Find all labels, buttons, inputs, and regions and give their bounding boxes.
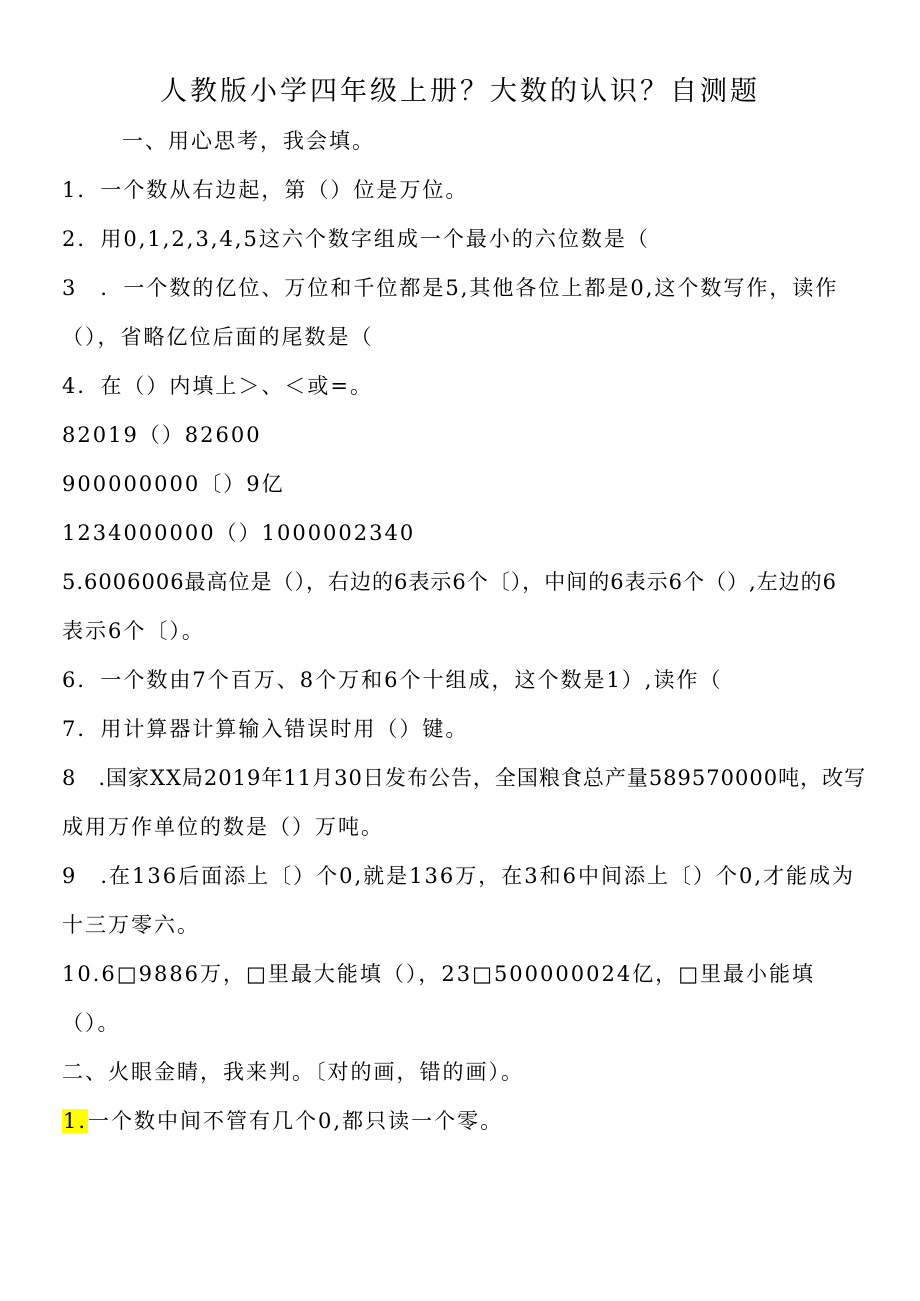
section-1-heading: 一、用心思考，我会填。 — [122, 129, 375, 153]
question-4-compare-1: 82019（）82600 — [62, 423, 262, 447]
question-10-line-1: 10.6□9886万，□里最大能填（），23□500000024亿，□里最小能填 — [62, 962, 816, 986]
question-1: 1．一个数从右边起，第（）位是万位。 — [62, 178, 469, 202]
question-9-line-2: 十三万零六。 — [62, 913, 200, 937]
question-3-line-1: 3 ．一个数的亿位、万位和千位都是5,其他各位上都是0,这个数写作，读作 — [62, 276, 839, 300]
question-4: 4．在（）内填上＞、＜或=。 — [62, 374, 373, 398]
question-5-line-2: 表示6个〔）。 — [62, 619, 205, 643]
judge-item-1-number: 1. — [63, 1109, 88, 1133]
judge-item-1-text: 一个数中间不管有几个0,都只读一个零。 — [88, 1109, 504, 1133]
question-6: 6．一个数由7个百万、8个万和6个十组成，这个数是1）,读作（ — [62, 668, 723, 692]
question-8-line-2: 成用万作单位的数是（）万吨。 — [62, 815, 384, 839]
question-8-line-1: 8 .国家XX局2019年11月30日发布公告，全国粮食总产量589570000吨，改写 — [62, 766, 867, 790]
question-4-compare-2: 900000000〔）9亿 — [62, 472, 285, 496]
question-4-compare-3: 1234000000（）1000002340 — [62, 521, 416, 545]
question-7: 7．用计算器计算输入错误时用（）键。 — [62, 717, 469, 741]
question-10-line-2: （）。 — [62, 1011, 121, 1035]
page-title: 人教版小学四年级上册？大数的认识？自测题 — [160, 76, 760, 107]
judge-item-1 — [62, 1105, 503, 1137]
question-3-line-2: （），省略亿位后面的尾数是（ — [62, 325, 374, 349]
question-9-line-1: 9 .在136后面添上〔）个0,就是136万，在3和6中间添上〔）个0,才能成为 — [62, 864, 855, 888]
section-2-heading: 二、火眼金睛，我来判。〔对的画，错的画）。 — [62, 1060, 524, 1084]
question-2: 2．用0,1,2,3,4,5这六个数字组成一个最小的六位数是（ — [62, 227, 650, 251]
question-5-line-1: 5.6006006最高位是（），右边的6表示6个〔），中间的6表示6个（）,左边的6 — [62, 570, 838, 594]
